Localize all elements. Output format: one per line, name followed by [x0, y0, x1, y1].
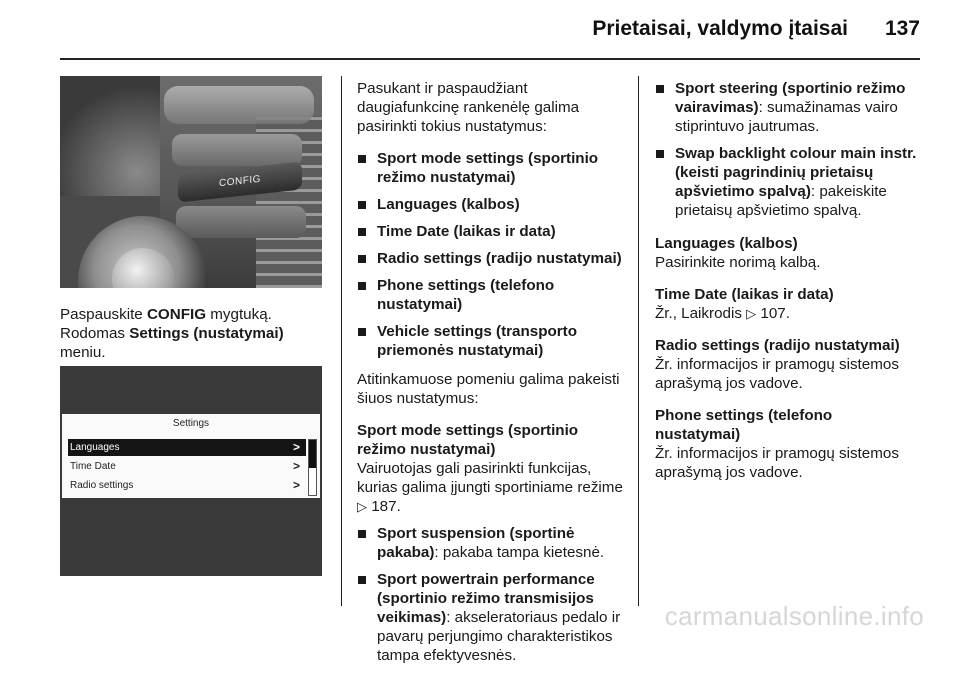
chevron-right-icon: > [292, 440, 300, 454]
screen-scrollbar [308, 439, 317, 496]
screen-row-languages: Languages > [68, 439, 306, 456]
col2-paragraph: Atitinkamuose pomeniu galima pakeisti šiuos nustatymus: [357, 371, 620, 407]
chevron-right-icon: > [292, 478, 300, 492]
watermark: carmanualsonline.info [664, 601, 924, 631]
section-heading: Phone settings (telefono nustatymai) [655, 407, 833, 443]
list-item: Languages (kalbos) [357, 195, 629, 214]
section-heading: Radio settings (radijo nustatymai) [655, 337, 900, 354]
screen-row-time-date: Time Date > [70, 459, 300, 473]
list-item: Vehicle settings (transporto priemonės nustatymai) [357, 322, 629, 360]
bullet-icon [656, 150, 664, 158]
list-item: Swap backlight colour main instr. (keisti pagrindinių prietaisų apšvietimo spalvą): pakeiskite prietaisų apšvietimo spalvą. [655, 144, 920, 220]
col3-text [655, 79, 920, 495]
settings-screen [62, 414, 320, 498]
bullet-icon [358, 228, 366, 236]
bullet-icon [358, 155, 366, 163]
col3-section: Languages (kalbos) Pasirinkite norimą kalbą. [655, 234, 920, 272]
dashboard-photo [60, 76, 322, 288]
section-heading: Sport mode settings (sportinio režimo nustatymai) [357, 422, 579, 458]
header-rule [60, 58, 920, 60]
list-item: Sport powertrain performance (sportinio režimo transmisijos veikimas): akseleratoriaus pedalo ir pavarų perjungimo charakteristikos tampa efektyvesnės. [357, 570, 629, 665]
screen-title: Settings [172, 418, 210, 429]
list-item: Phone settings (telefono nustatymai) [357, 276, 629, 314]
col3-section: Radio settings (radijo nustatymai) Žr. informacijos ir pramogų sistemos aprašymą jos vadove. [655, 336, 920, 393]
column-divider [638, 76, 639, 606]
bullet-icon [358, 328, 366, 336]
page-reference-icon: ▷ [357, 499, 367, 514]
chevron-right-icon: > [292, 459, 300, 473]
column-divider [341, 76, 342, 606]
list-item: Radio settings (radijo nustatymai) [357, 249, 629, 268]
page-reference-icon: ▷ [746, 306, 757, 321]
col2-intro: Pasukant ir paspaudžiant daugiafunkcinę rankenėlę galima pasirinkti tokius nustatymus: [357, 80, 580, 135]
col3-section: Time Date (laikas ir data) Žr., Laikrodis ▷ 107. [655, 285, 920, 323]
page-number: 137 [884, 17, 920, 40]
bullet-icon [358, 255, 366, 263]
settings-screen-photo [60, 366, 322, 576]
bullet-icon [358, 282, 366, 290]
section-heading: Time Date (laikas ir data) [655, 286, 834, 303]
bullet-icon [358, 530, 366, 538]
bullet-icon [358, 201, 366, 209]
header-title: Prietaisai, valdymo įtaisai [592, 17, 848, 40]
config-button-photo: CONFIG [178, 161, 302, 202]
list-item: Time Date (laikas ir data) [357, 222, 629, 241]
bullet-icon [358, 576, 366, 584]
list-item: Sport mode settings (sportinio režimo nustatymai) [357, 149, 629, 187]
section-heading: Languages (kalbos) [655, 235, 798, 252]
col2-section: Sport mode settings (sportinio režimo nustatymai) Vairuotojas gali pasirinkti funkcijas, kurias galima įjungti sportiniame režime ▷ 187. [357, 421, 629, 516]
list-item: Sport suspension (sportinė pakaba): pakaba tampa kietesnė. [357, 524, 629, 562]
col1-paragraph: Paspauskite CONFIG mygtuką. Rodomas Settings (nustatymai) meniu. [60, 306, 284, 361]
col1-text [60, 305, 330, 375]
col2-text [357, 79, 629, 673]
screen-row-radio-settings: Radio settings > [70, 478, 300, 492]
bullet-icon [656, 85, 664, 93]
list-item: Sport steering (sportinio režimo vairavimas): sumažinamas vairo stiprintuvo jautrumas. [655, 79, 920, 136]
col3-section: Phone settings (telefono nustatymai) Žr. informacijos ir pramogų sistemos aprašymą jos vadove. [655, 406, 920, 482]
